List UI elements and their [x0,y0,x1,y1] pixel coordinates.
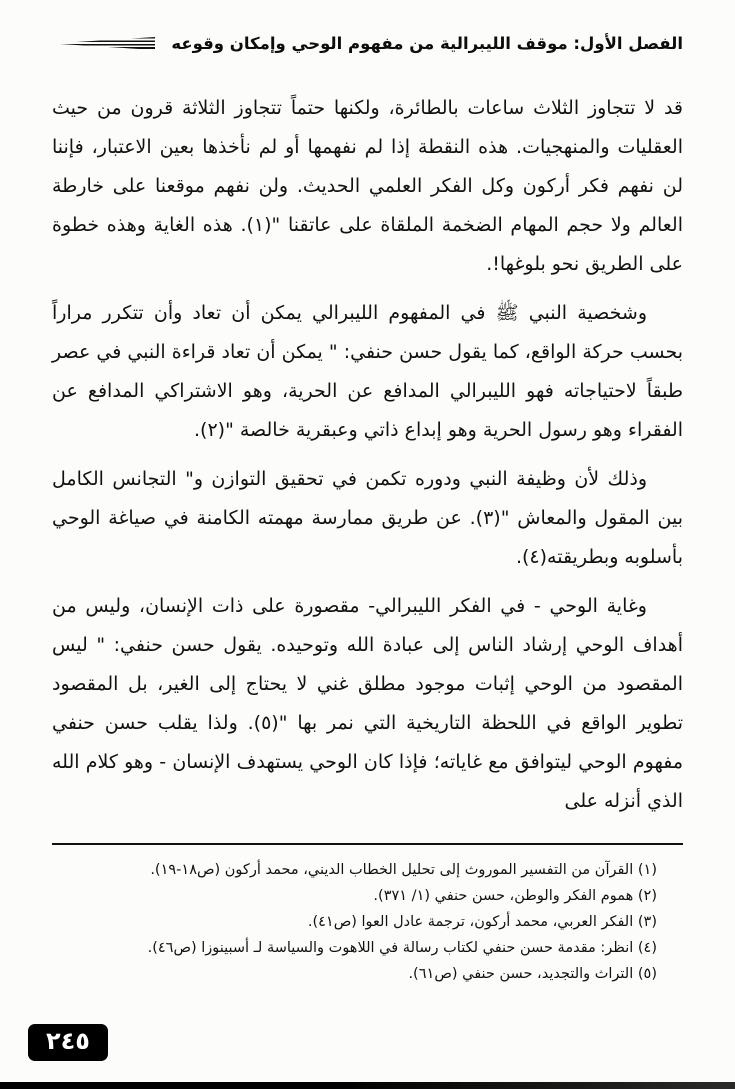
body-text [52,89,683,821]
footnote: (٤) انظر: مقدمة حسن حنفي لكتاب رسالة في اللاهوت والسياسة لـ أسبينوزا (ص٤٦). [147,940,657,956]
footnote: (٣) الفكر العربي، محمد أركون، ترجمة عادل العوا (ص٤١). [307,914,657,930]
chapter-title: الفصل الأول: موقف الليبرالية من مفهوم الوحي وإمكان وقوعه [171,34,683,53]
footnote: (١) القرآن من التفسير الموروث إلى تحليل الخطاب الديني، محمد أركون (ص١٨-١٩). [150,862,657,878]
body-paragraph: قد لا تتجاوز الثلاث ساعات بالطائرة، ولكنها حتماً تتجاوز الثلاثة قرون من حيث العقليات والمنهجيات. هذه النقطة إذا لم نفهمها أو لم نأخذها بعين الاعتبار، فإننا لن نفهم فكر أركون وكل الفكر العلمي الحديث. ولن نفهم موقعنا على خارطة العالم ولا حجم المهام الضخمة الملقاة على عاتقنا "(١). هذه الغاية وهذه خطوة على الطريق نحو بلوغها!. [52,97,683,275]
body-paragraph: وغاية الوحي - في الفكر الليبرالي- مقصورة على ذات الإنسان، وليس من أهداف الوحي إرشاد الناس إلى عبادة الله وتوحيده. يقول حسن حنفي: " ليس المقصود من الوحي إثبات موجود مطلق غني لا يحتاج إلى الغير، بل المقصود تطوير الواقع في اللحظة التاريخية التي نمر بها "(٥). ولذا يقلب حسن حنفي مفهوم الوحي ليتوافق مع غاياته؛ فإذا كان الوحي يستهدف الإنسان - وهو كلام الله الذي أنزله على [52,595,683,812]
body-paragraph: وذلك لأن وظيفة النبي ودوره تكمن في تحقيق التوازن و" التجانس الكامل بين المقول والمعاش "(٣). عن طريق ممارسة مهمته الكامنة في صياغة الوحي بأسلوبه وبطريقته(٤). [52,468,683,568]
chapter-header [52,34,683,53]
footnote: (٢) هموم الفكر والوطن، حسن حنفي (١/ ٣٧١). [373,888,657,904]
footnote: (٥) التراث والتجديد، حسن حنفي (ص٦١). [408,966,657,982]
page-number-badge: ٢٤٥ [28,1024,108,1061]
footnotes-section [52,843,683,987]
bottom-edge-bar [0,1082,735,1089]
body-paragraph: وشخصية النبي ﷺ في المفهوم الليبرالي يمكن أن تعاد وأن تتكرر مراراً بحسب حركة الواقع، كما يقول حسن حنفي: " يمكن أن تعاد قراءة النبي في عصر طبقاً لاحتياجاته فهو الليبرالي المدافع عن الحرية، وهو الاشتراكي المدافع عن الفقراء وهو رسول الحرية وهو إبداع ذاتي وعبقرية خالصة "(٢). [52,302,683,441]
ornament-lines-icon [52,37,155,50]
